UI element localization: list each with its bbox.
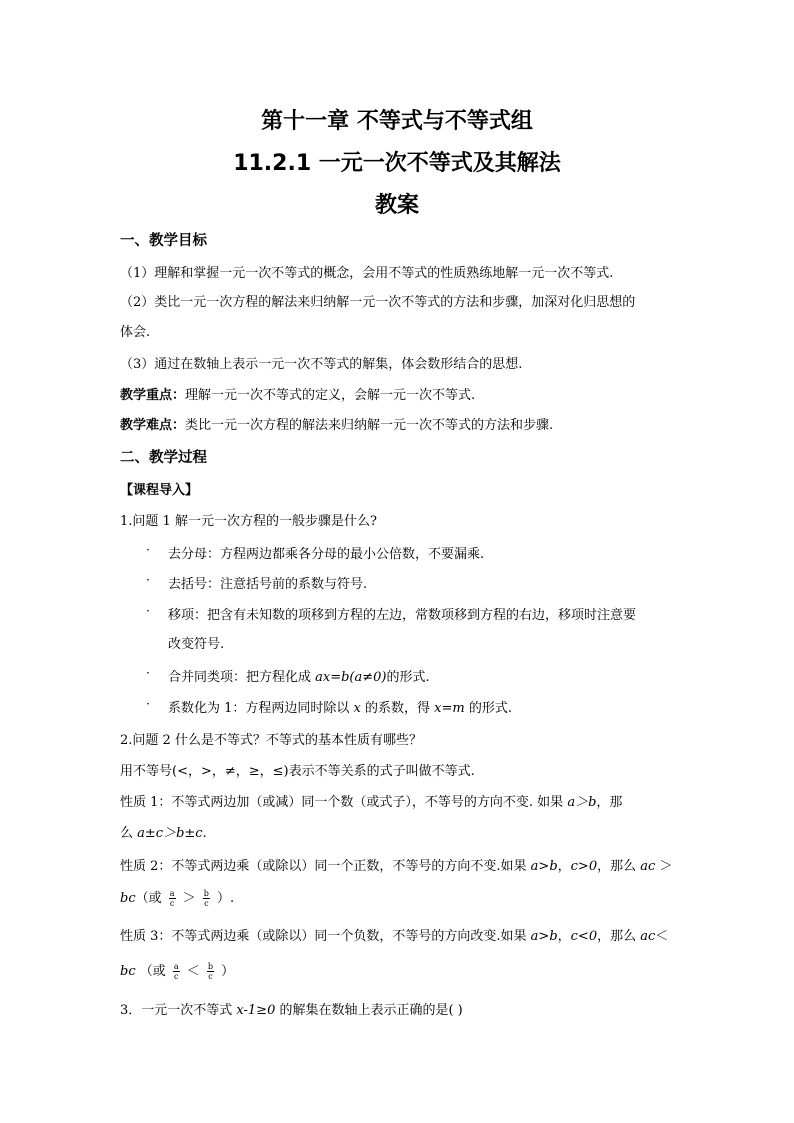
property-3-or: （或	[135, 964, 170, 979]
question-3-text: 3．一元一次不等式	[120, 1003, 237, 1018]
property-1-line-2	[120, 822, 207, 841]
bullet: ·	[146, 604, 150, 618]
property-2-condition-1: a>b	[530, 859, 558, 874]
property-2-operator: ＞	[655, 859, 673, 874]
property-3-text: 性质 3：不等式两边乘（或除以）同一个负数，不等号的方向改变.如果	[120, 929, 531, 944]
bullet: ·	[146, 666, 150, 680]
property-3-line-1	[120, 925, 668, 944]
property-3-line-2	[120, 960, 234, 981]
step-4-suffix: 的形式.	[386, 670, 430, 685]
step-5-variable: x	[353, 701, 361, 716]
fraction-b-over-c: $\frac{b}{c}$	[207, 962, 214, 981]
question-3-suffix: 的解集在数轴上表示正确的是( )	[275, 1003, 463, 1018]
property-1-line-1	[120, 791, 622, 810]
bullet: ·	[146, 573, 150, 587]
question-3-inequality: x-1≥0	[236, 1003, 276, 1018]
property-2-line-2	[120, 887, 234, 908]
property-2-lhs: ac	[640, 859, 656, 874]
property-3-operator: ＜	[655, 929, 669, 944]
property-2-condition-2: c>0	[570, 859, 598, 874]
step-4	[168, 666, 430, 685]
question-1: 1.问题 1 解一元一次方程的一般步骤是什么?	[120, 514, 377, 529]
goal-3: （3）通过在数轴上表示一元一次不等式的解集，体会数形结合的思想.	[120, 357, 523, 372]
goal-1: （1）理解和掌握一元一次不等式的概念，会用不等式的性质熟练地解一元一次不等式.	[120, 266, 614, 281]
chapter-title: 第十一章 不等式与不等式组	[261, 109, 533, 134]
step-5	[168, 697, 512, 716]
property-2-close: ）.	[212, 891, 235, 906]
step-1: 去分母：方程两边都乘各分母的最小公倍数，不要漏乘.	[168, 547, 485, 562]
property-1-suffix: ，那	[596, 795, 623, 810]
step-5-text: 系数化为 1：方程两边同时除以	[168, 701, 354, 716]
property-3-rhs: bc	[120, 964, 136, 979]
goals-heading: 一、教学目标	[120, 233, 207, 249]
step-2: 去括号：注意括号前的系数与符号.	[168, 577, 368, 592]
process-heading: 二、教学过程	[120, 450, 207, 466]
difficulty	[120, 414, 553, 433]
property-2-line-1	[120, 855, 672, 874]
fraction-a-over-c: $\frac{a}{c}$	[169, 889, 175, 908]
property-3-lhs: ac	[640, 929, 656, 944]
step-4-text: 合并同类项：把方程化成	[168, 670, 316, 685]
comma: ，	[557, 929, 571, 944]
property-1-prefix: 么	[120, 826, 138, 841]
property-2-rhs: bc	[120, 891, 136, 906]
key-point-text: 理解一元一次不等式的定义，会解一元一次不等式.	[185, 388, 476, 403]
step-3-line-2: 改变符号.	[168, 637, 225, 652]
step-4-expression: ax=b(a≠0)	[315, 670, 387, 685]
property-3-close: ）	[217, 964, 235, 979]
fraction-a-over-c: $\frac{a}{c}$	[173, 962, 179, 981]
difficulty-label: 教学难点：	[120, 418, 186, 433]
key-point	[120, 384, 475, 403]
property-3-condition-1: a>b	[530, 929, 558, 944]
doc-type-title: 教案	[374, 193, 419, 218]
difficulty-text: 类比一元一次方程的解法来归纳解一元一次不等式的方法和步骤.	[185, 418, 554, 433]
bullet: ·	[146, 697, 150, 711]
goal-2-line-1: （2）类比一元一次方程的解法来归纳解一元一次不等式的方法和步骤，加深对化归思想的	[120, 295, 636, 310]
course-intro: 【课程导入】	[120, 483, 199, 498]
goal-2-line-2: 体会.	[120, 325, 151, 340]
bullet: ·	[146, 543, 150, 557]
property-2-or: （或	[135, 891, 166, 906]
property-3-then: ，那么	[597, 929, 641, 944]
property-1-condition: a＞b	[567, 795, 597, 810]
property-2-then: ，那么	[597, 859, 641, 874]
step-5-suffix: 的形式.	[464, 701, 512, 716]
key-point-label: 教学重点：	[120, 388, 186, 403]
comma: ，	[557, 859, 571, 874]
step-5-middle: 的系数，得	[360, 701, 435, 716]
property-1-result: a±c＞b±c.	[137, 826, 207, 841]
section-title: 11.2.1 一元一次不等式及其解法	[233, 151, 561, 176]
property-3-frac-operator: ＜	[182, 964, 204, 979]
step-5-expression: x=m	[434, 701, 465, 716]
step-3-line-1: 移项：把含有未知数的项移到方程的左边，常数项移到方程的右边，移项时注意要	[168, 608, 637, 623]
inequality-definition: 用不等号(<，>，≠，≥，≤)表示不等关系的式子叫做不等式.	[120, 764, 475, 779]
property-1-text: 性质 1：不等式两边加（或减）同一个数（或式子），不等号的方向不变. 如果	[120, 795, 568, 810]
property-2-frac-operator: ＞	[178, 891, 200, 906]
property-3-condition-2: c<0	[570, 929, 598, 944]
fraction-b-over-c: $\frac{b}{c}$	[203, 889, 209, 908]
question-3	[120, 999, 463, 1018]
question-2: 2.问题 2 什么是不等式？不等式的基本性质有哪些？	[120, 733, 422, 748]
property-2-text: 性质 2：不等式两边乘（或除以）同一个正数，不等号的方向不变.如果	[120, 859, 531, 874]
